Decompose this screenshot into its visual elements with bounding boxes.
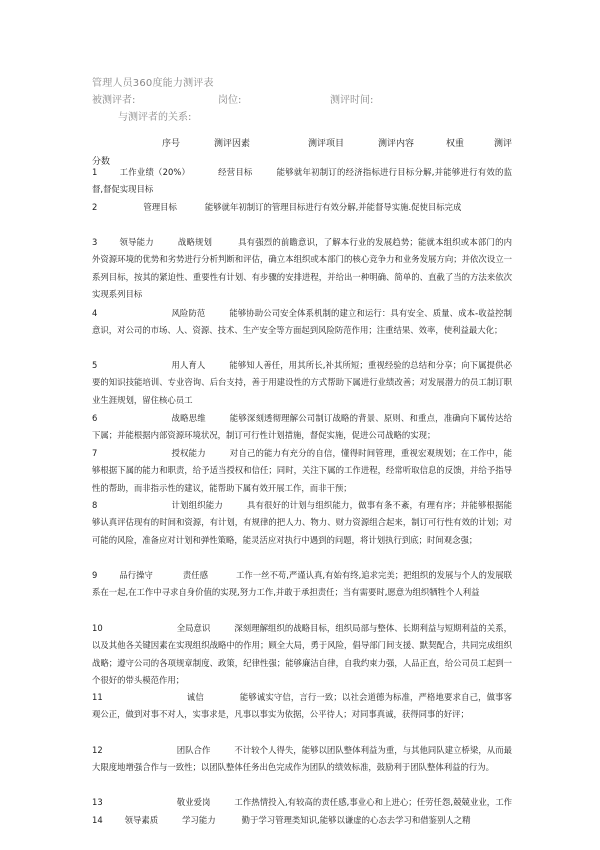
entry-item: 诚信 [186,692,204,702]
entry-item: 管理目标 [143,202,177,212]
header-score-cont: 分数 [92,157,111,167]
header-seq: 序号 [162,139,181,149]
entry-factor: 工作业绩（20%） [119,167,191,177]
entry-11 [92,689,512,724]
entry-content: 能够就年初制订的经济指标进行目标分解,并能够进行有效的监督,督促实现目标 [92,167,512,195]
entry-content: 勤于学习管理类知识,能够以谦虚的心态去学习和借鉴别人之精 [241,815,471,825]
entry-num: 1 [92,167,98,177]
entry-6 [92,410,512,445]
entry-content: 能够协助公司安全体系机制的建立和运行：具有安全、质量、成本-收益控制意识，对公司的市场、人、资源、技术、生产安全等方面起到风险防范作用；注重结果、效率，使利益最大化； [92,308,512,336]
entry-num: 6 [92,413,98,423]
position-label: 岗位: [218,95,242,106]
header-weight: 权重 [446,139,465,149]
entry-4 [92,305,512,340]
entry-content: 能够就年初制订的管理目标进行有效分解,并能督导实施.促使目标完成 [204,202,462,212]
entry-10 [92,620,512,690]
header-content: 测评内容 [378,139,415,149]
entry-item: 责任感 [182,570,208,580]
entry-13 [92,794,512,811]
entry-item: 经营目标 [218,167,253,177]
entry-9 [92,567,512,602]
entry-num: 5 [92,360,98,370]
entry-3 [92,234,512,304]
entry-item: 全局意识 [176,623,211,633]
relation-label: 与测评者的关系: [118,112,192,123]
entry-num: 14 [92,815,103,825]
entry-content: 不计较个人得失，能够以团队整体利益为重，与其他同队建立桥梁，从而最大限度地增强合作与一致性；以团队整体任务出色完成作为团队的绩效标准，鼓励利于团队整体利益的行为。 [92,745,513,773]
entry-item: 授权能力 [171,448,206,458]
entry-num: 3 [92,237,98,247]
entry-5 [92,357,512,409]
entry-1 [92,164,512,199]
entry-num: 2 [92,202,98,212]
entry-num: 13 [92,797,103,807]
entry-item: 用人育人 [171,360,206,370]
entry-item: 计划组织能力 [171,500,223,510]
entry-item: 学习能力 [182,815,216,825]
entry-content: 能够知人善任，用其所长,补其所短；重视经验的总结和分享；向下属提供必要的知识技能培训、专业咨询、后台支持，善于用建设性的方式帮助下属进行业绩改善；对发展潜力的员工制订职业生涯规划，留住核心员工 [92,360,512,405]
entry-factor: 领导能力 [119,237,154,247]
entry-num: 8 [92,500,98,510]
evaluatee-label: 被测评者: [92,95,136,106]
entry-content: 具有强烈的前瞻意识，了解本行业的发展趋势；能就本组织或本部门的内外资源环境的优势和劣势进行分析判断和评估，确立本组织或本部门的核心竞争力和业务发展方向；并依次设立一系列目标，按其的紧迫性、重要性有计划、有步骤的安排进程，并给出一种明确、简单的、直截了当的方法来依次实现系列目标 [92,237,513,300]
entry-factor: 品行操守 [119,570,153,580]
entry-12 [92,742,512,777]
header-score: 测评 [494,139,513,149]
entry-content: 深刻理解组织的战略目标，组织局部与整体、长期利益与短期利益的关系，以及其他各关键因素在实现组织战略中的作用；顾全大局，勇于风险，倡导部门间支援、默契配合，共同完成组织战略；遵守公司的各项规章制度、政策，纪律性强；能够廉洁自律，自我约束力强，人品正直，给公司员工起到一个很好的带头模范作用； [92,623,513,686]
entry-item: 战略思维 [171,413,206,423]
header-item: 测评项目 [308,139,345,149]
entry-7 [92,445,512,497]
entry-num: 9 [92,570,98,580]
entry-content: 工作一丝不苟,严谨认真,有始有终,追求完美；把组织的发展与个人的发展联系在一起,在工作中寻求自身价值的实现,努力工作,并敢于承担责任；当有需要时,愿意为组织牺牲个人利益 [92,570,513,598]
entry-item: 战略规划 [177,237,213,247]
entry-item: 团队合作 [176,745,211,755]
entry-content: 具有很好的计划与组织能力，做事有条不紊，有理有序；并能够根据能够认真评估现有的时间和资源，有计划，有规律的把人力、物力、财力资源组合起来，制订可行性有效的计划；对可能的风险，准备应对计划和弹性策略，能灵活应对执行中遇到的问题，将计划执行到底；时间观念强； [92,500,513,545]
document-title: 管理人员360度能力测评表 [92,78,214,89]
entry-8 [92,497,512,549]
entry-14 [92,812,512,829]
entry-num: 12 [92,745,103,755]
entry-num: 10 [92,623,103,633]
entry-num: 11 [92,692,103,702]
entry-content: 能够诚实守信，言行一致；以社会道德为标准，严格地要求自己，做事客观公正，做到对事不对人，实事求是，凡事以事实为依据，公平待人；对同事真诚，获得同事的好评； [92,692,512,720]
eval-time-label: 测评时间: [330,95,374,106]
entry-content: 对自己的能力有充分的自信，懂得时间管理，重视宏观规划；在工作中，能够根据下属的能力和职责，给予适当授权和信任；同时，关注下属的工作进程，经常听取信息的反馈，并给予指导性的帮助，而非指示性的建议，能帮助下属有效开展工作，而非干预； [92,448,513,493]
entry-num: 4 [92,308,98,318]
entry-item: 风险防范 [171,308,206,318]
entry-factor: 领导素质 [124,815,159,825]
header-factor: 测评因素 [214,139,251,149]
entry-content: 能够深刻透彻理解公司制订战略的背景、原则、和重点，准确向下属传达给下属；并能根据内部资源环境状况，制订可行性计划措施，督促实施，促进公司战略的实现； [92,413,513,441]
entry-num: 7 [92,448,98,458]
entry-item: 敬业爱岗 [176,797,211,807]
entry-content: 工作热情投入,有较高的责任感,事业心和上进心；任劳任怨,兢兢业业，工作 [234,797,512,807]
entry-2 [92,199,512,216]
